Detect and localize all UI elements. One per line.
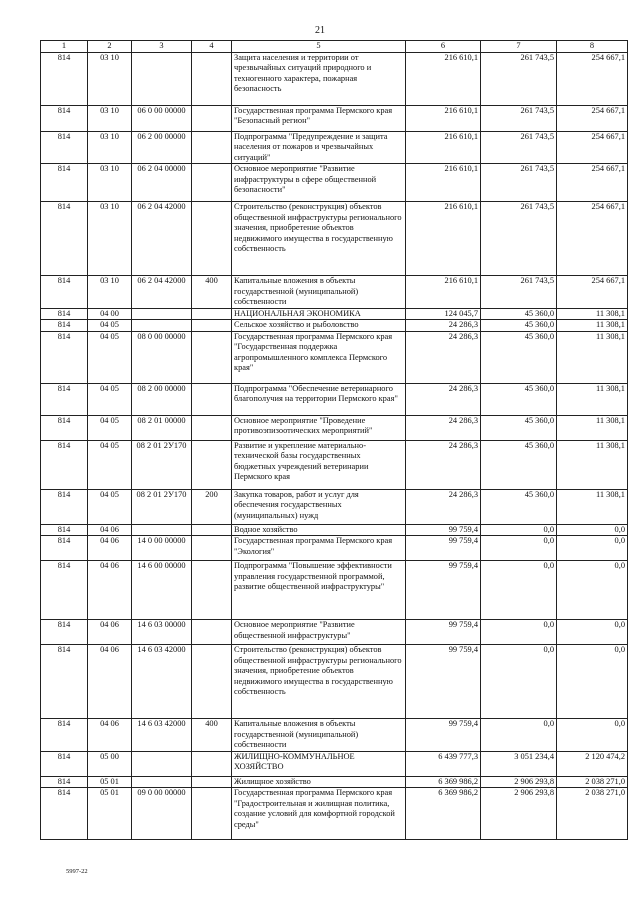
cell-description: Основное мероприятие "Проведение противоэпизоотических мероприятий" (232, 415, 406, 440)
cell-description: Капитальные вложения в объекты государственной (муниципальной) собственности (232, 719, 406, 752)
table-row (41, 788, 628, 840)
cell-amount-3: 11 308,1 (557, 383, 628, 415)
table-row (41, 524, 628, 536)
cell-admin-code: 814 (41, 383, 88, 415)
header-cell: 7 (481, 41, 557, 53)
cell-expense-type (192, 52, 232, 105)
cell-amount-2: 0,0 (481, 536, 557, 561)
cell-amount-1: 24 286,3 (406, 415, 481, 440)
header-row (41, 41, 628, 53)
cell-target-code: 08 2 01 00000 (132, 415, 192, 440)
table-row (41, 645, 628, 719)
table-row (41, 52, 628, 105)
table-row (41, 320, 628, 332)
table-row (41, 164, 628, 202)
cell-expense-type (192, 383, 232, 415)
cell-amount-1: 99 759,4 (406, 719, 481, 752)
cell-admin-code: 814 (41, 719, 88, 752)
cell-expense-type (192, 751, 232, 776)
cell-target-code: 06 2 04 42000 (132, 202, 192, 276)
cell-amount-2: 45 360,0 (481, 320, 557, 332)
cell-expense-type (192, 645, 232, 719)
cell-amount-2: 261 743,5 (481, 105, 557, 131)
cell-amount-3: 0,0 (557, 719, 628, 752)
table-row (41, 536, 628, 561)
table-row (41, 331, 628, 383)
cell-amount-3: 11 308,1 (557, 308, 628, 320)
cell-amount-1: 99 759,4 (406, 620, 481, 645)
cell-amount-1: 216 610,1 (406, 131, 481, 164)
cell-amount-2: 0,0 (481, 524, 557, 536)
table-row (41, 202, 628, 276)
cell-target-code: 14 6 03 42000 (132, 719, 192, 752)
cell-amount-1: 99 759,4 (406, 645, 481, 719)
cell-section-code: 04 06 (88, 719, 132, 752)
cell-admin-code: 814 (41, 524, 88, 536)
cell-expense-type (192, 561, 232, 620)
cell-amount-3: 254 667,1 (557, 276, 628, 309)
cell-amount-1: 24 286,3 (406, 383, 481, 415)
cell-target-code: 14 0 00 00000 (132, 536, 192, 561)
cell-admin-code: 814 (41, 415, 88, 440)
table-row (41, 620, 628, 645)
cell-description: Жилищное хозяйство (232, 776, 406, 788)
cell-expense-type (192, 331, 232, 383)
table-row (41, 131, 628, 164)
cell-target-code (132, 751, 192, 776)
cell-amount-1: 6 439 777,3 (406, 751, 481, 776)
cell-description: Государственная программа Пермского края "Экология" (232, 536, 406, 561)
footer-code: 5997-22 (66, 868, 88, 875)
cell-section-code: 04 05 (88, 415, 132, 440)
cell-description: Закупка товаров, работ и услуг для обеспечения государственных (муниципальных) нужд (232, 489, 406, 524)
cell-amount-2: 45 360,0 (481, 489, 557, 524)
header-cell: 5 (232, 41, 406, 53)
cell-expense-type (192, 776, 232, 788)
cell-target-code (132, 776, 192, 788)
cell-expense-type (192, 105, 232, 131)
cell-description: Сельское хозяйство и рыболовство (232, 320, 406, 332)
cell-amount-2: 261 743,5 (481, 202, 557, 276)
cell-amount-3: 2 120 474,2 (557, 751, 628, 776)
cell-expense-type (192, 202, 232, 276)
cell-expense-type (192, 440, 232, 489)
cell-amount-3: 11 308,1 (557, 331, 628, 383)
cell-expense-type (192, 788, 232, 840)
cell-expense-type (192, 164, 232, 202)
cell-admin-code: 814 (41, 788, 88, 840)
cell-description: Основное мероприятие "Развитие инфраструктуры в сфере общественной безопасности" (232, 164, 406, 202)
cell-amount-3: 0,0 (557, 620, 628, 645)
cell-amount-3: 254 667,1 (557, 105, 628, 131)
cell-section-code: 03 10 (88, 105, 132, 131)
cell-amount-3: 254 667,1 (557, 52, 628, 105)
cell-section-code: 04 06 (88, 524, 132, 536)
cell-target-code (132, 308, 192, 320)
cell-amount-2: 45 360,0 (481, 308, 557, 320)
cell-section-code: 04 05 (88, 489, 132, 524)
cell-amount-1: 24 286,3 (406, 320, 481, 332)
table-row (41, 415, 628, 440)
cell-amount-1: 124 045,7 (406, 308, 481, 320)
cell-target-code: 08 0 00 00000 (132, 331, 192, 383)
cell-admin-code: 814 (41, 645, 88, 719)
cell-amount-1: 216 610,1 (406, 105, 481, 131)
header-cell: 3 (132, 41, 192, 53)
cell-section-code: 04 05 (88, 331, 132, 383)
cell-amount-2: 45 360,0 (481, 383, 557, 415)
cell-admin-code: 814 (41, 776, 88, 788)
table-row (41, 440, 628, 489)
table-row (41, 751, 628, 776)
cell-expense-type (192, 320, 232, 332)
header-cell: 6 (406, 41, 481, 53)
table-row (41, 308, 628, 320)
cell-admin-code: 814 (41, 751, 88, 776)
cell-target-code (132, 52, 192, 105)
cell-amount-2: 261 743,5 (481, 276, 557, 309)
cell-amount-3: 254 667,1 (557, 164, 628, 202)
cell-target-code: 14 6 03 42000 (132, 645, 192, 719)
header-cell: 4 (192, 41, 232, 53)
cell-amount-2: 0,0 (481, 645, 557, 719)
cell-description: Капитальные вложения в объекты государственной (муниципальной) собственности (232, 276, 406, 309)
cell-section-code: 03 10 (88, 164, 132, 202)
cell-amount-1: 6 369 986,2 (406, 776, 481, 788)
cell-amount-2: 261 743,5 (481, 164, 557, 202)
cell-amount-1: 216 610,1 (406, 164, 481, 202)
cell-amount-3: 0,0 (557, 645, 628, 719)
cell-section-code: 05 01 (88, 776, 132, 788)
cell-target-code: 06 0 00 00000 (132, 105, 192, 131)
cell-admin-code: 814 (41, 131, 88, 164)
cell-amount-1: 216 610,1 (406, 276, 481, 309)
cell-expense-type: 400 (192, 276, 232, 309)
cell-amount-2: 0,0 (481, 620, 557, 645)
cell-amount-3: 11 308,1 (557, 320, 628, 332)
cell-target-code (132, 524, 192, 536)
cell-admin-code: 814 (41, 331, 88, 383)
cell-target-code: 06 2 00 00000 (132, 131, 192, 164)
cell-admin-code: 814 (41, 52, 88, 105)
cell-section-code: 04 00 (88, 308, 132, 320)
cell-amount-3: 254 667,1 (557, 131, 628, 164)
cell-amount-2: 2 906 293,8 (481, 788, 557, 840)
cell-amount-2: 2 906 293,8 (481, 776, 557, 788)
cell-amount-2: 3 051 234,4 (481, 751, 557, 776)
header-cell: 8 (557, 41, 628, 53)
cell-expense-type (192, 308, 232, 320)
table-row (41, 776, 628, 788)
cell-expense-type: 200 (192, 489, 232, 524)
cell-amount-3: 0,0 (557, 524, 628, 536)
cell-amount-3: 0,0 (557, 536, 628, 561)
cell-description: Подпрограмма "Повышение эффективности управления государственной программой, развитие общественной инфраструктуры" (232, 561, 406, 620)
cell-amount-1: 6 369 986,2 (406, 788, 481, 840)
cell-expense-type (192, 415, 232, 440)
cell-amount-3: 254 667,1 (557, 202, 628, 276)
cell-expense-type: 400 (192, 719, 232, 752)
header-cell: 1 (41, 41, 88, 53)
cell-description: Государственная программа Пермского края "Государственная поддержка агропромышленного комплекса Пермского края" (232, 331, 406, 383)
cell-target-code: 08 2 01 2У170 (132, 440, 192, 489)
table-body (41, 52, 628, 840)
cell-section-code: 03 10 (88, 131, 132, 164)
cell-target-code: 08 2 01 2У170 (132, 489, 192, 524)
cell-amount-3: 11 308,1 (557, 415, 628, 440)
cell-section-code: 04 05 (88, 320, 132, 332)
table-row (41, 719, 628, 752)
table-row (41, 105, 628, 131)
cell-amount-2: 261 743,5 (481, 131, 557, 164)
cell-amount-2: 45 360,0 (481, 415, 557, 440)
table-row (41, 489, 628, 524)
header-cell: 2 (88, 41, 132, 53)
cell-section-code: 05 00 (88, 751, 132, 776)
cell-amount-3: 0,0 (557, 561, 628, 620)
cell-expense-type (192, 524, 232, 536)
cell-admin-code: 814 (41, 620, 88, 645)
cell-section-code: 04 06 (88, 645, 132, 719)
cell-description: Основное мероприятие "Развитие общественной инфраструктуры" (232, 620, 406, 645)
cell-admin-code: 814 (41, 105, 88, 131)
cell-target-code: 06 2 04 00000 (132, 164, 192, 202)
cell-section-code: 04 05 (88, 383, 132, 415)
cell-section-code: 04 06 (88, 536, 132, 561)
cell-description: Развитие и укрепление материально-технической базы государственных бюджетных учреждений ветеринарии Пермского края (232, 440, 406, 489)
cell-description: Строительство (реконструкция) объектов общественной инфраструктуры регионального значения, приобретение объектов недвижимого имущества в государственную собственность (232, 202, 406, 276)
page-number: 21 (315, 25, 325, 36)
cell-section-code: 03 10 (88, 202, 132, 276)
cell-amount-1: 99 759,4 (406, 524, 481, 536)
cell-amount-1: 24 286,3 (406, 489, 481, 524)
cell-amount-2: 45 360,0 (481, 440, 557, 489)
cell-description: Строительство (реконструкция) объектов общественной инфраструктуры регионального значения, приобретение объектов недвижимого имущества в государственную собственность (232, 645, 406, 719)
cell-expense-type (192, 536, 232, 561)
budget-table (40, 40, 628, 840)
cell-admin-code: 814 (41, 276, 88, 309)
cell-admin-code: 814 (41, 536, 88, 561)
cell-amount-2: 45 360,0 (481, 331, 557, 383)
cell-amount-3: 11 308,1 (557, 489, 628, 524)
cell-description: Водное хозяйство (232, 524, 406, 536)
cell-target-code: 08 2 00 00000 (132, 383, 192, 415)
table-row (41, 383, 628, 415)
cell-expense-type (192, 131, 232, 164)
cell-admin-code: 814 (41, 440, 88, 489)
cell-amount-2: 0,0 (481, 719, 557, 752)
cell-amount-3: 2 038 271,0 (557, 776, 628, 788)
cell-section-code: 04 06 (88, 561, 132, 620)
table-row (41, 276, 628, 309)
table-row (41, 561, 628, 620)
cell-section-code: 05 01 (88, 788, 132, 840)
cell-description: Подпрограмма "Обеспечение ветеринарного благополучия на территории Пермского края" (232, 383, 406, 415)
cell-target-code: 09 0 00 00000 (132, 788, 192, 840)
cell-amount-1: 99 759,4 (406, 561, 481, 620)
cell-target-code (132, 320, 192, 332)
cell-description: Подпрограмма "Предупреждение и защита населения от пожаров и чрезвычайных ситуаций" (232, 131, 406, 164)
cell-target-code: 14 6 03 00000 (132, 620, 192, 645)
cell-amount-1: 99 759,4 (406, 536, 481, 561)
cell-description: Государственная программа Пермского края "Градостроительная и жилищная политика, создание условий для комфортной городской среды" (232, 788, 406, 840)
cell-description: ЖИЛИЩНО-КОММУНАЛЬНОЕ ХОЗЯЙСТВО (232, 751, 406, 776)
cell-expense-type (192, 620, 232, 645)
cell-description: Государственная программа Пермского края "Безопасный регион" (232, 105, 406, 131)
cell-target-code: 06 2 04 42000 (132, 276, 192, 309)
cell-admin-code: 814 (41, 489, 88, 524)
cell-admin-code: 814 (41, 561, 88, 620)
cell-section-code: 03 10 (88, 276, 132, 309)
cell-section-code: 04 06 (88, 620, 132, 645)
cell-amount-1: 24 286,3 (406, 440, 481, 489)
cell-admin-code: 814 (41, 164, 88, 202)
cell-amount-2: 0,0 (481, 561, 557, 620)
cell-admin-code: 814 (41, 320, 88, 332)
cell-amount-1: 216 610,1 (406, 202, 481, 276)
cell-amount-3: 11 308,1 (557, 440, 628, 489)
cell-amount-2: 261 743,5 (481, 52, 557, 105)
cell-section-code: 04 05 (88, 440, 132, 489)
cell-admin-code: 814 (41, 308, 88, 320)
cell-amount-3: 2 038 271,0 (557, 788, 628, 840)
cell-description: НАЦИОНАЛЬНАЯ ЭКОНОМИКА (232, 308, 406, 320)
cell-amount-1: 216 610,1 (406, 52, 481, 105)
cell-target-code: 14 6 00 00000 (132, 561, 192, 620)
cell-section-code: 03 10 (88, 52, 132, 105)
cell-amount-1: 24 286,3 (406, 331, 481, 383)
cell-description: Защита населения и территории от чрезвычайных ситуаций природного и техногенного характера, пожарная безопасность (232, 52, 406, 105)
cell-admin-code: 814 (41, 202, 88, 276)
